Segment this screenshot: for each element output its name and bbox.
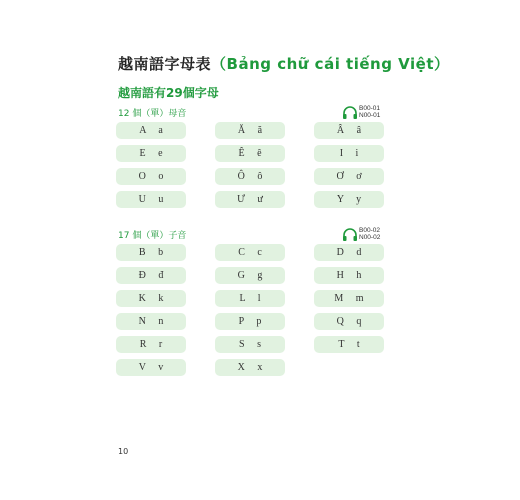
audio-code-b: B00-02	[359, 227, 380, 234]
letter-cell: T t	[314, 336, 384, 353]
letter-cell: D d	[314, 244, 384, 261]
subtitle: 越南語有29個字母	[118, 86, 219, 100]
letter-cell: Ê ê	[215, 145, 285, 162]
audio-code-b: B00-01	[359, 105, 380, 112]
letter-cell: M m	[314, 290, 384, 307]
title-cjk: 越南語字母表	[118, 55, 212, 73]
letter-cell: G g	[215, 267, 285, 284]
letter-cell: X x	[215, 359, 285, 376]
letter-cell: Â â	[314, 122, 384, 139]
consonants-audio-track[interactable]	[342, 226, 390, 246]
letter-cell: R r	[116, 336, 186, 353]
headphones-icon	[342, 228, 358, 242]
letter-cell: Ơ ơ	[314, 168, 384, 185]
page-number: 10	[118, 447, 129, 456]
letter-cell: Ă ă	[215, 122, 285, 139]
consonants-section-label: 17 個（單）子音	[118, 231, 187, 241]
letter-cell: U u	[116, 191, 186, 208]
letter-cell: P p	[215, 313, 285, 330]
letter-cell: Đ đ	[116, 267, 186, 284]
consonants-grid	[116, 244, 384, 376]
audio-code-n: N00-02	[359, 234, 381, 241]
empty-cell	[314, 359, 384, 376]
letter-cell: Y y	[314, 191, 384, 208]
audio-code-n: N00-01	[359, 112, 381, 119]
letter-cell: E e	[116, 145, 186, 162]
letter-cell: C c	[215, 244, 285, 261]
page-title	[118, 53, 450, 74]
headphones-icon	[342, 106, 358, 120]
letter-cell: O o	[116, 168, 186, 185]
letter-cell: B b	[116, 244, 186, 261]
letter-cell: L l	[215, 290, 285, 307]
vowels-section-label: 12 個（單）母音	[118, 109, 187, 119]
letter-cell: Ô ô	[215, 168, 285, 185]
letter-cell: N n	[116, 313, 186, 330]
letter-cell: V v	[116, 359, 186, 376]
vowels-grid	[116, 122, 384, 208]
letter-cell: I i	[314, 145, 384, 162]
vowels-audio-track[interactable]	[342, 104, 390, 124]
letter-cell: K k	[116, 290, 186, 307]
title-vietnamese: （Bảng chữ cái tiếng Việt）	[211, 55, 450, 73]
letter-cell: H h	[314, 267, 384, 284]
letter-cell: Q q	[314, 313, 384, 330]
letter-cell: A a	[116, 122, 186, 139]
letter-cell: Ư ư	[215, 191, 285, 208]
letter-cell: S s	[215, 336, 285, 353]
